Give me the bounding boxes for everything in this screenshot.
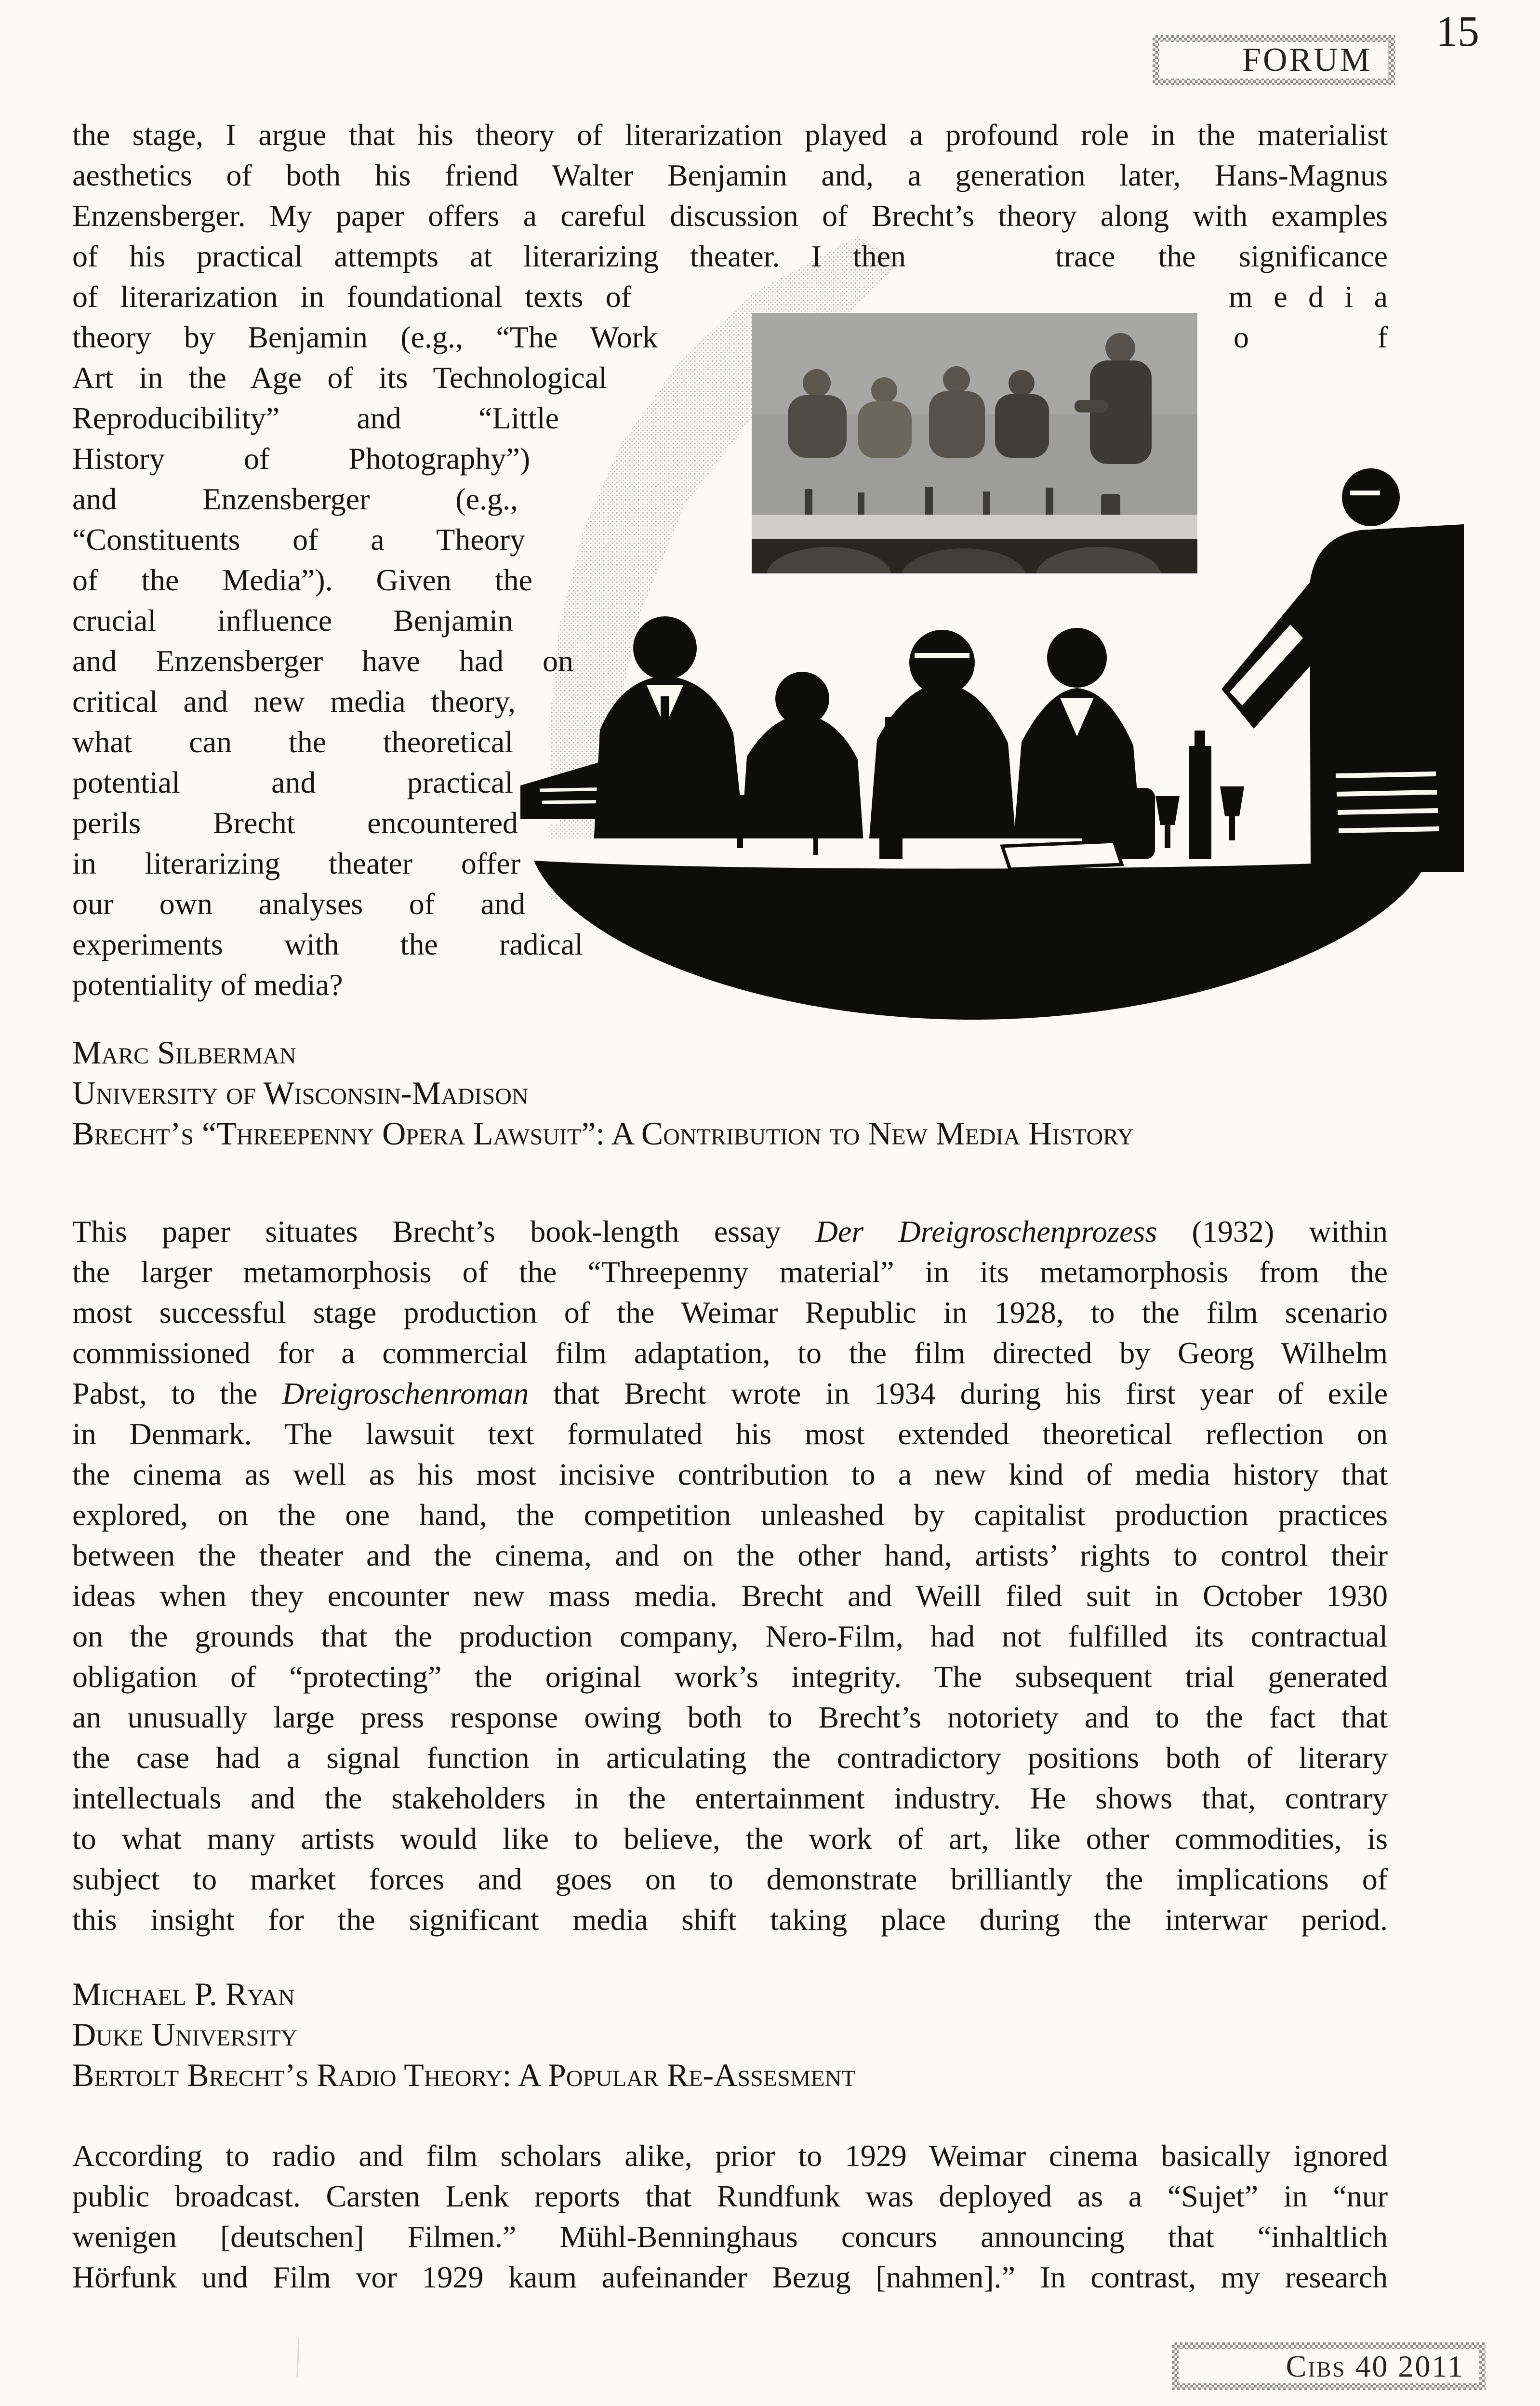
- text-line: this insight for the significant media shift taking place during the interwar period.: [72, 1902, 1388, 1937]
- text-line: potential and practical: [72, 765, 513, 799]
- split-line-right: m e d i a: [1229, 279, 1388, 314]
- text-line: experiments with the radical: [72, 927, 583, 961]
- split-line: [72, 236, 1388, 277]
- text-line: between the theater and the cinema, and on the other hand, artists’ rights to control their: [72, 1538, 1388, 1572]
- split-line-right: trace the significance: [1055, 239, 1388, 273]
- text-line: in literarizing theater offer: [72, 846, 520, 880]
- split-line-left: of literarization in foundational texts of: [72, 279, 631, 314]
- text-line: Hörfunk und Film vor 1929 kaum aufeinander Bezug [nahmen].” In contrast, my research: [72, 2260, 1388, 2294]
- talk-title: Brecht’s “Threepenny Opera Lawsuit”: A Contribution to New Media History: [72, 1115, 1134, 1152]
- paragraph-full-lines: [72, 115, 1388, 236]
- text-line: Reproducibility” and “Little: [72, 401, 559, 435]
- text-line: on the grounds that the production company, Nero-Film, had not fulfilled its contractual: [72, 1619, 1388, 1653]
- text-line: most successful stage production of the Weimar Republic in 1928, to the film scenario: [72, 1295, 1388, 1329]
- text-line: Enzensberger. My paper offers a careful discussion of Brecht’s theory along with examples: [72, 199, 1388, 233]
- split-line: [72, 277, 1388, 317]
- text-line: in Denmark. The lawsuit text formulated his most extended theoretical reflection on: [72, 1417, 1388, 1451]
- text-line: wenigen [deutschen] Filmen.” Mühl-Benninghaus concurs announcing that “inhaltlich: [72, 2220, 1388, 2254]
- split-line-left: theory by Benjamin (e.g., “The Work: [72, 320, 658, 354]
- split-line-left: of his practical attempts at literarizing theater. I then: [72, 239, 906, 273]
- text-line: what can the theoretical: [72, 725, 513, 759]
- speaker-name: Marc Silberman: [72, 1034, 296, 1071]
- text-line: Art in the Age of its Technological: [72, 360, 607, 395]
- journal-label: Cibs 40 2011: [1286, 2349, 1464, 2383]
- scan-crease-artifact: [297, 2338, 300, 2377]
- speaker-name: Michael P. Ryan: [72, 1976, 295, 2012]
- text-line: “Constituents of a Theory: [72, 522, 525, 557]
- text-line: the cinema as well as his most incisive contribution to a new kind of media history that: [72, 1457, 1388, 1491]
- text-line: to what many artists would like to believe, the work of art, like other commodities, is: [72, 1821, 1388, 1856]
- text-line: obligation of “protecting” the original work’s integrity. The subsequent trial generated: [72, 1660, 1388, 1694]
- talk-title: Bertolt Brecht’s Radio Theory: A Popular Re-Assesment: [72, 2057, 856, 2093]
- abstract-ryan: [72, 2136, 1388, 2298]
- speaker-affiliation: University of Wisconsin-Madison: [72, 1075, 529, 1111]
- speaker-block-2: [72, 1974, 1388, 2095]
- forum-label: FORUM: [1242, 41, 1372, 79]
- abstract-silberman: [72, 1211, 1388, 1940]
- text-line: an unusually large press response owing both to Brecht’s notoriety and to the fact that: [72, 1700, 1388, 1734]
- text-line: critical and new media theory,: [72, 684, 516, 718]
- text-line: This paper situates Brecht’s book-length essay Der Dreigroschenprozess (1932) within: [72, 1214, 1388, 1249]
- speaker-block-1: [72, 1032, 1388, 1154]
- text-line: Pabst, to the Dreigroschenroman that Brecht wrote in 1934 during his first year of exile: [72, 1376, 1388, 1410]
- text-line: subject to market forces and goes on to demonstrate brilliantly the implications of: [72, 1862, 1388, 1896]
- text-line: According to radio and film scholars alike, prior to 1929 Weimar cinema basically ignored: [72, 2139, 1388, 2173]
- text-line: and Enzensberger (e.g.,: [72, 482, 518, 516]
- journal-footer-box: [1172, 2342, 1486, 2390]
- journal-footer-inner: [1179, 2349, 1479, 2383]
- text-line: crucial influence Benjamin: [72, 603, 513, 638]
- text-line: public broadcast. Carsten Lenk reports that Rundfunk was deployed as a “Sujet” in “nur: [72, 2179, 1388, 2213]
- speaker-affiliation: Duke University: [72, 2016, 298, 2053]
- text-line: and Enzensberger have had on: [72, 644, 573, 678]
- text-line: perils Brecht encountered: [72, 806, 518, 840]
- text-line: intellectuals and the stakeholders in the entertainment industry. He shows that, contrary: [72, 1781, 1388, 1815]
- text-line: explored, on the one hand, the competition unleashed by capitalist production practices: [72, 1498, 1388, 1532]
- text-line: our own analyses of and: [72, 887, 525, 921]
- text-line: commissioned for a commercial film adaptation, to the film directed by Georg Wilhelm: [72, 1336, 1388, 1370]
- text-line: the larger metamorphosis of the “Threepenny material” in its metamorphosis from the: [72, 1255, 1388, 1289]
- text-column: [72, 0, 1388, 2298]
- text-line: of the Media”). Given the: [72, 563, 532, 597]
- text-line: aesthetics of both his friend Walter Benjamin and, a generation later, Hans-Magnus: [72, 158, 1388, 192]
- continued-abstract-section: [72, 115, 1388, 1005]
- split-line: [72, 317, 1388, 358]
- text-line: History of Photography”): [72, 441, 530, 476]
- wrapped-text-column: [72, 358, 1388, 1005]
- split-line-right: o f: [1234, 320, 1388, 354]
- page-number: 15: [1436, 8, 1479, 55]
- text-line: the case had a signal function in articulating the contradictory positions both of literary: [72, 1741, 1388, 1775]
- text-line: ideas when they encounter new mass media. Brecht and Weill filed suit in October 1930: [72, 1579, 1388, 1613]
- text-line: the stage, I argue that his theory of literarization played a profound role in the materialist: [72, 118, 1388, 152]
- text-line: potentiality of media?: [72, 968, 343, 1002]
